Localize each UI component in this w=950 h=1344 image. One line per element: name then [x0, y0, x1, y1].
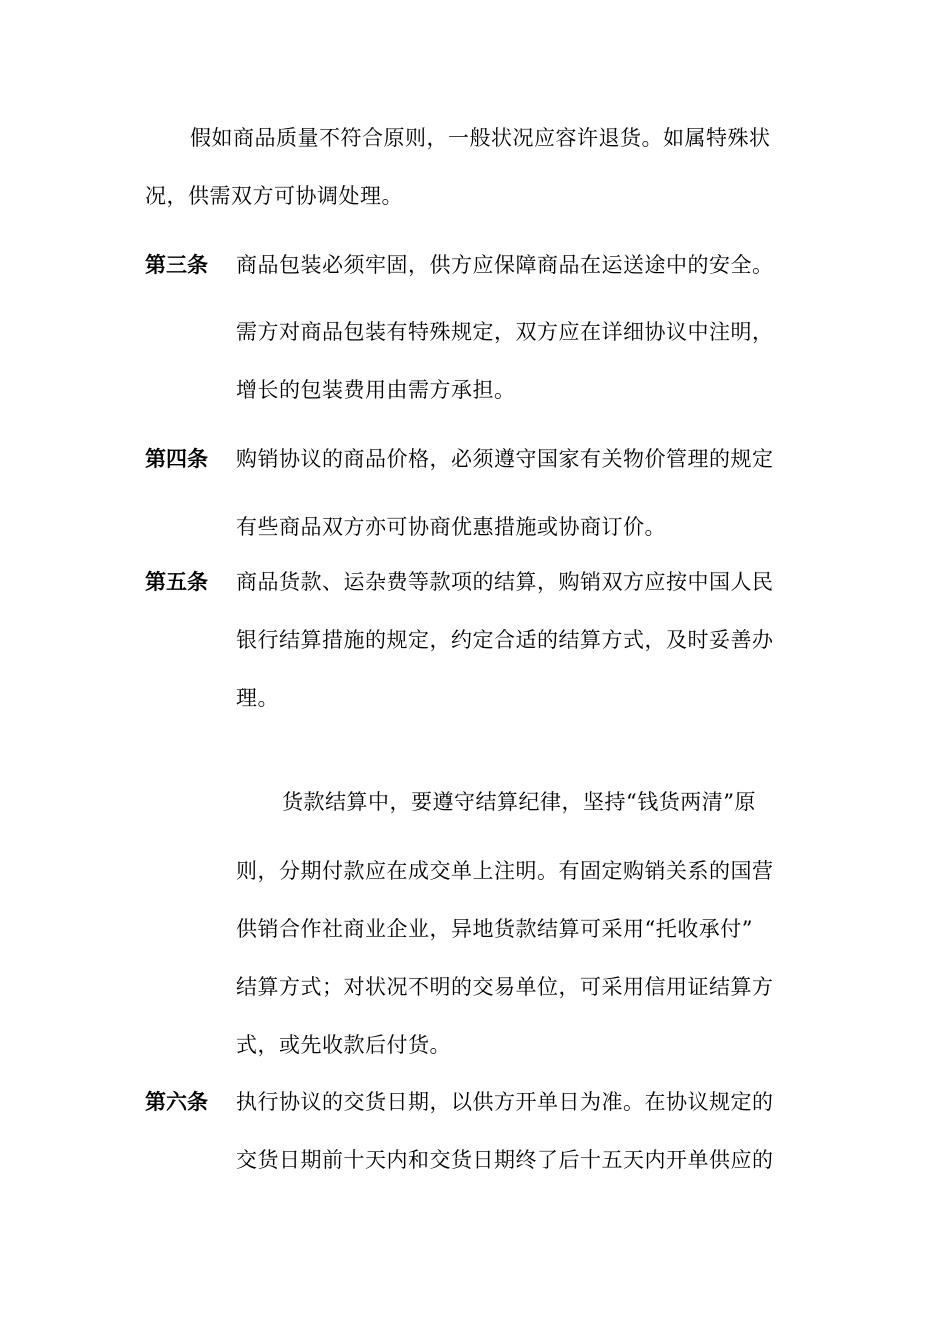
article-5-para2-line-5: 式，或先收款后付货。: [236, 1033, 451, 1057]
article-3-heading: 第三条: [145, 253, 208, 277]
article-5-para2-line-4: 结算方式；对状况不明的交易单位，可采用信用证结算方: [236, 975, 774, 999]
article-5-line-3: 理。: [236, 686, 279, 710]
intro-line-2: 况，供需双方可协调处理。: [145, 184, 403, 208]
article-5-line-2: 银行结算措施的规定，约定合适的结算方式，及时妥善办: [236, 628, 774, 652]
article-5-para2-line-1: 货款结算中，要遵守结算纪律，坚持“钱货两清”原: [282, 790, 756, 814]
article-4-line-1: 购销协议的商品价格，必须遵守国家有关物价管理的规定: [236, 447, 774, 471]
article-6-heading: 第六条: [145, 1090, 208, 1114]
article-6-line-2: 交货日期前十天内和交货日期终了后十五天内开单供应的: [236, 1148, 774, 1172]
article-3-line-2: 需方对商品包装有特殊规定，双方应在详细协议中注明，: [236, 320, 774, 344]
article-3-line-3: 增长的包装费用由需方承担。: [236, 378, 516, 402]
article-6-line-1: 执行协议的交货日期，以供方开单日为准。在协议规定的: [236, 1090, 774, 1114]
intro-line-1: 假如商品质量不符合原则，一般状况应容许退货。如属特殊状: [190, 126, 771, 150]
article-5-heading: 第五条: [145, 570, 208, 594]
article-4-heading: 第四条: [145, 447, 208, 471]
article-5-para2-line-2: 则，分期付款应在成交单上注明。有固定购销关系的国营: [236, 859, 774, 883]
article-3-line-1: 商品包装必须牢固，供方应保障商品在运送途中的安全。: [236, 253, 774, 277]
article-5-line-1: 商品货款、运杂费等款项的结算，购销双方应按中国人民: [236, 570, 774, 594]
article-4-line-2: 有些商品双方亦可协商优惠措施或协商订价。: [236, 515, 666, 539]
article-5-para2-line-3: 供销合作社商业企业，异地货款结算可采用“托收承付”: [236, 917, 753, 941]
